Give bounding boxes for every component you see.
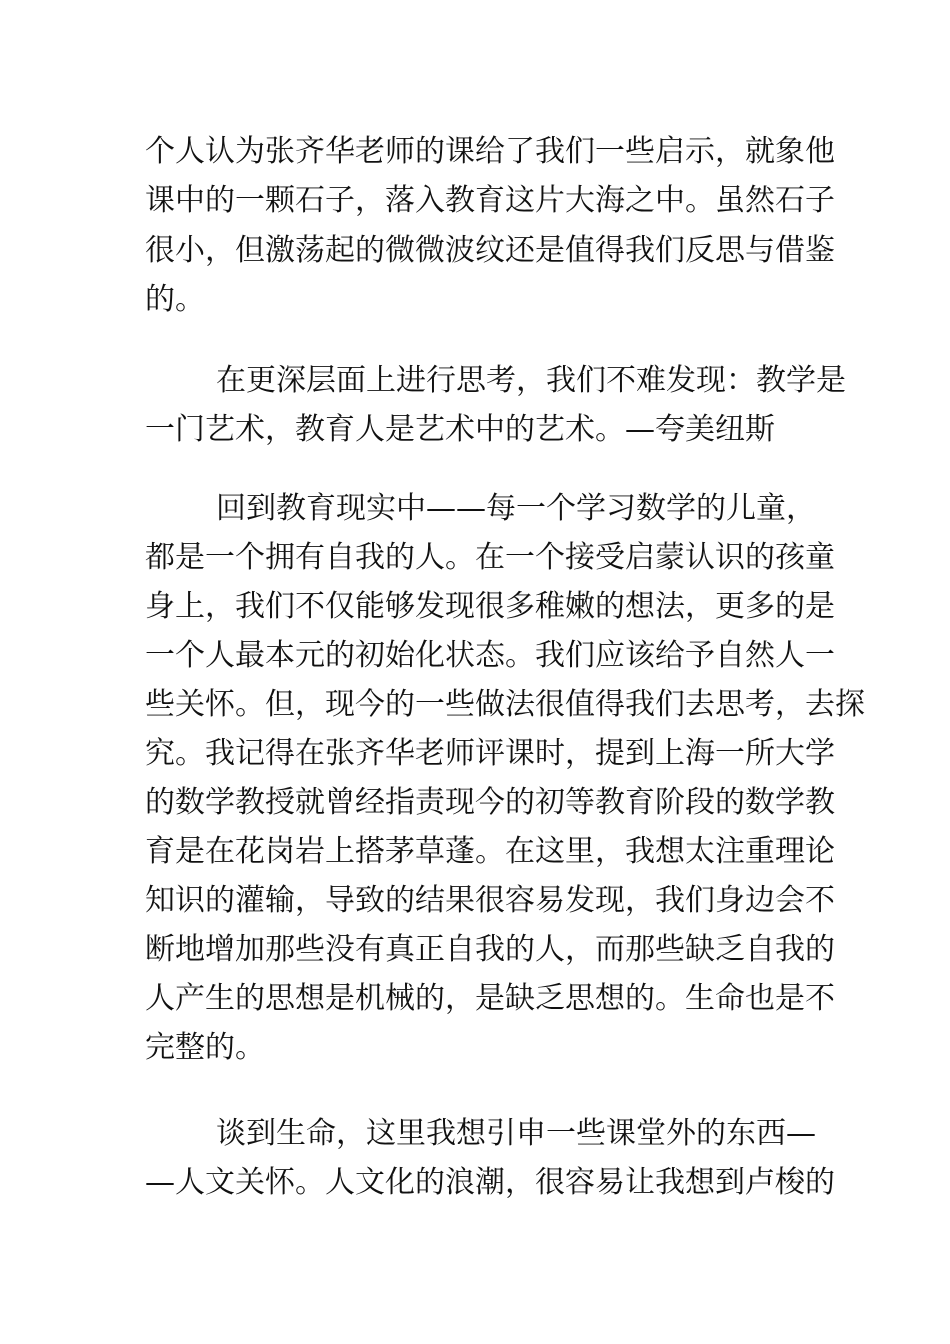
text-line: 在更深层面上进行思考，我们不难发现：教学是 [216,363,846,398]
text-line: 个人认为张齐华老师的课给了我们一些启示，就象他 [145,134,835,169]
text-line: 很小，但激荡起的微微波纹还是值得我们反思与借鉴 [145,233,835,268]
text-line: 究。我记得在张齐华老师评课时，提到上海一所大学 [145,736,835,771]
text-line: 身上，我们不仅能够发现很多稚嫩的想法，更多的是 [145,589,835,624]
text-line: 知识的灌输，导致的结果很容易发现，我们身边会不 [145,883,835,918]
text-line: 人产生的思想是机械的，是缺乏思想的。生命也是不 [145,981,835,1016]
text-line: 些关怀。但，现今的一些做法很值得我们去思考，去探 [145,687,865,722]
text-line: 回到教育现实中——每一个学习数学的儿童， [216,491,816,526]
text-line: 的。 [145,282,205,317]
text-line: 育是在花岗岩上搭茅草蓬。在这里，我想太注重理论 [145,834,835,869]
text-line: 一个人最本元的初始化状态。我们应该给予自然人一 [145,638,835,673]
text-line: 一门艺术，教育人是艺术中的艺术。—夸美纽斯 [145,412,775,447]
text-line: 断地增加那些没有真正自我的人，而那些缺乏自我的 [145,932,835,967]
text-line: 都是一个拥有自我的人。在一个接受启蒙认识的孩童 [145,540,835,575]
text-line: 谈到生命，这里我想引申一些课堂外的东西— [216,1116,816,1151]
text-line: —人文关怀。人文化的浪潮，很容易让我想到卢梭的 [145,1165,835,1200]
text-line: 课中的一颗石子，落入教育这片大海之中。虽然石子 [145,183,835,218]
text-line: 的数学教授就曾经指责现今的初等教育阶段的数学教 [145,785,835,820]
text-line: 完整的。 [145,1030,265,1065]
